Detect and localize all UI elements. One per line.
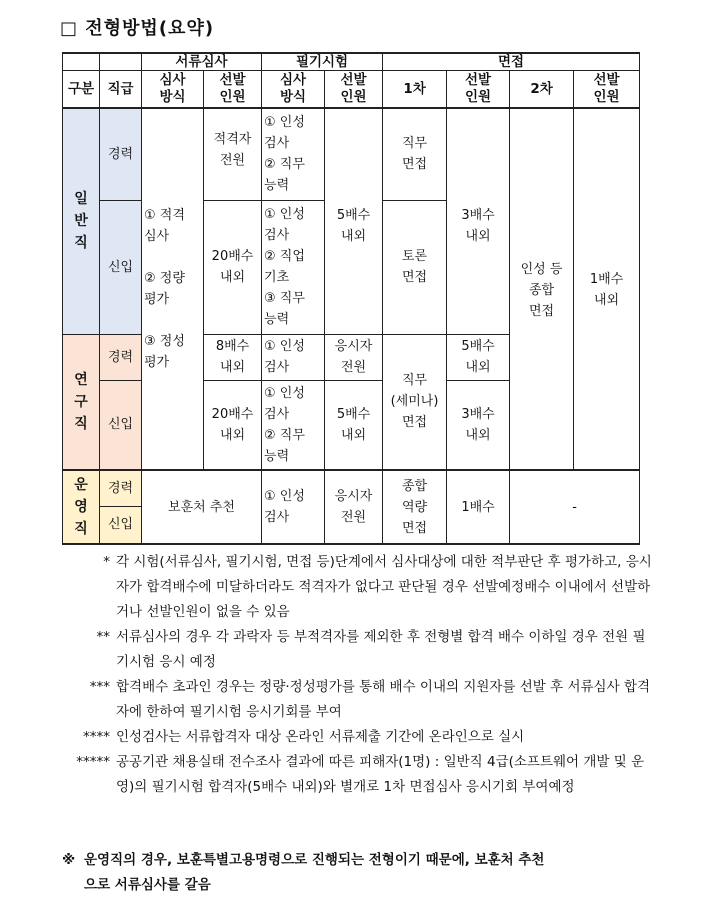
footnote-mark: ***	[89, 679, 110, 695]
general-exp-review-quota: 적격자 전원	[204, 108, 262, 200]
group-general: 일 반 직	[63, 108, 100, 334]
final-note-line1: 운영직의 경우, 보훈특별고용명령으로 진행되는 전형이기 때문에, 보훈처 추천	[84, 852, 545, 868]
footnote	[62, 625, 652, 675]
research-first-interview: 직무 (세미나) 면접	[383, 334, 447, 470]
footnote	[62, 550, 652, 625]
header-review-quota: 선발 인원	[204, 71, 262, 109]
grade-new: 신입	[100, 200, 142, 334]
grade-experienced-ops: 경력	[100, 470, 142, 506]
header-empty	[63, 53, 100, 71]
group-research: 연 구 직	[63, 334, 100, 470]
header-empty-2	[100, 53, 142, 71]
general-first-quota: 3배수 내외	[447, 108, 510, 334]
second-interview: 인성 등 종합 면접	[510, 108, 574, 470]
general-new-review-quota: 20배수 내외	[204, 200, 262, 334]
header-grade: 직급	[100, 71, 142, 109]
footnote-text: 합격배수 초과인 경우는 정량·정성평가를 통해 배수 이내의 지원자를 선발 후 서류심사 합격자에 한하여 필기시험 응시기회를 부여	[116, 679, 651, 720]
footnote-mark: *	[103, 554, 110, 570]
final-note	[62, 848, 652, 898]
ops-written-method: ① 인성 검사	[262, 470, 325, 544]
research-new-written-method: ① 인성 검사 ② 직무 능력	[262, 380, 325, 470]
header-written-test: 필기시험	[262, 53, 383, 71]
footnote	[62, 750, 652, 800]
header-document-review: 서류심사	[142, 53, 262, 71]
ops-first-quota: 1배수	[447, 470, 510, 544]
document-review-method: ① 적격 심사 ② 정량 평가 ③ 정성 평가	[142, 108, 204, 470]
research-exp-review-quota: 8배수 내외	[204, 334, 262, 380]
reference-mark: ※	[62, 852, 76, 868]
selection-method-table	[62, 52, 640, 545]
general-new-written-method: ① 인성 검사 ② 직업 기초 ③ 직무 능력	[262, 200, 325, 334]
page-title: □ 전형방법(요약)	[60, 18, 215, 39]
header-written-method: 심사 방식	[262, 71, 325, 109]
footnote-mark: **	[96, 629, 110, 645]
header-second-quota: 선발 인원	[574, 71, 640, 109]
grade-new-research: 신입	[100, 380, 142, 470]
header-first-quota: 선발 인원	[447, 71, 510, 109]
research-new-first-quota: 3배수 내외	[447, 380, 510, 470]
grade-new-ops: 신입	[100, 506, 142, 544]
footnote	[62, 675, 652, 725]
footnote-text: 서류심사의 경우 각 과락자 등 부적격자를 제외한 후 전형별 합격 배수 이하일 경우 전원 필기시험 응시 예정	[116, 629, 646, 670]
header-review-method: 심사 방식	[142, 71, 204, 109]
footnotes	[62, 550, 652, 800]
header-interview: 면접	[383, 53, 640, 71]
final-note-line2: 으로 서류심사를 갈음	[84, 877, 211, 893]
research-new-review-quota: 20배수 내외	[204, 380, 262, 470]
general-written-quota: 5배수 내외	[325, 108, 383, 334]
footnote	[62, 725, 652, 750]
footnote-mark: *****	[76, 754, 110, 770]
general-exp-written-method: ① 인성 검사 ② 직무 능력	[262, 108, 325, 200]
header-first-interview: 1차	[383, 71, 447, 109]
general-exp-first-interview: 직무 면접	[383, 108, 447, 200]
ops-written-quota: 응시자 전원	[325, 470, 383, 544]
research-new-written-quota: 5배수 내외	[325, 380, 383, 470]
general-new-first-interview: 토론 면접	[383, 200, 447, 334]
ops-document-review: 보훈처 추천	[142, 470, 262, 544]
ops-first-interview: 종합 역량 면접	[383, 470, 447, 544]
header-category: 구분	[63, 71, 100, 109]
footnote-mark: ****	[83, 729, 110, 745]
research-exp-written-quota: 응시자 전원	[325, 334, 383, 380]
second-quota: 1배수 내외	[574, 108, 640, 470]
footnote-text: 각 시험(서류심사, 필기시험, 면접 등)단계에서 심사대상에 대한 적부판단 후 평가하고, 응시자가 합격배수에 미달하더라도 적격자가 없다고 판단될 경우 선발예정배수 이내에서 선발하거나 선발인원이 없을 수 있음	[116, 554, 652, 620]
group-operations: 운 영 직	[63, 470, 100, 544]
grade-experienced-research: 경력	[100, 334, 142, 380]
header-written-quota: 선발 인원	[325, 71, 383, 109]
footnote-text: 공공기관 채용실태 전수조사 결과에 따른 피해자(1명) : 일반직 4급(소프트웨어 개발 및 운영)의 필기시험 합격자(5배수 내외)와 별개로 1차 면접심사 응시기회 부여예정	[116, 754, 645, 795]
research-exp-first-quota: 5배수 내외	[447, 334, 510, 380]
header-second-interview: 2차	[510, 71, 574, 109]
ops-second-interview: -	[510, 470, 640, 544]
research-exp-written-method: ① 인성 검사	[262, 334, 325, 380]
footnote-text: 인성검사는 서류합격자 대상 온라인 서류제출 기간에 온라인으로 실시	[116, 729, 525, 745]
grade-experienced: 경력	[100, 108, 142, 200]
